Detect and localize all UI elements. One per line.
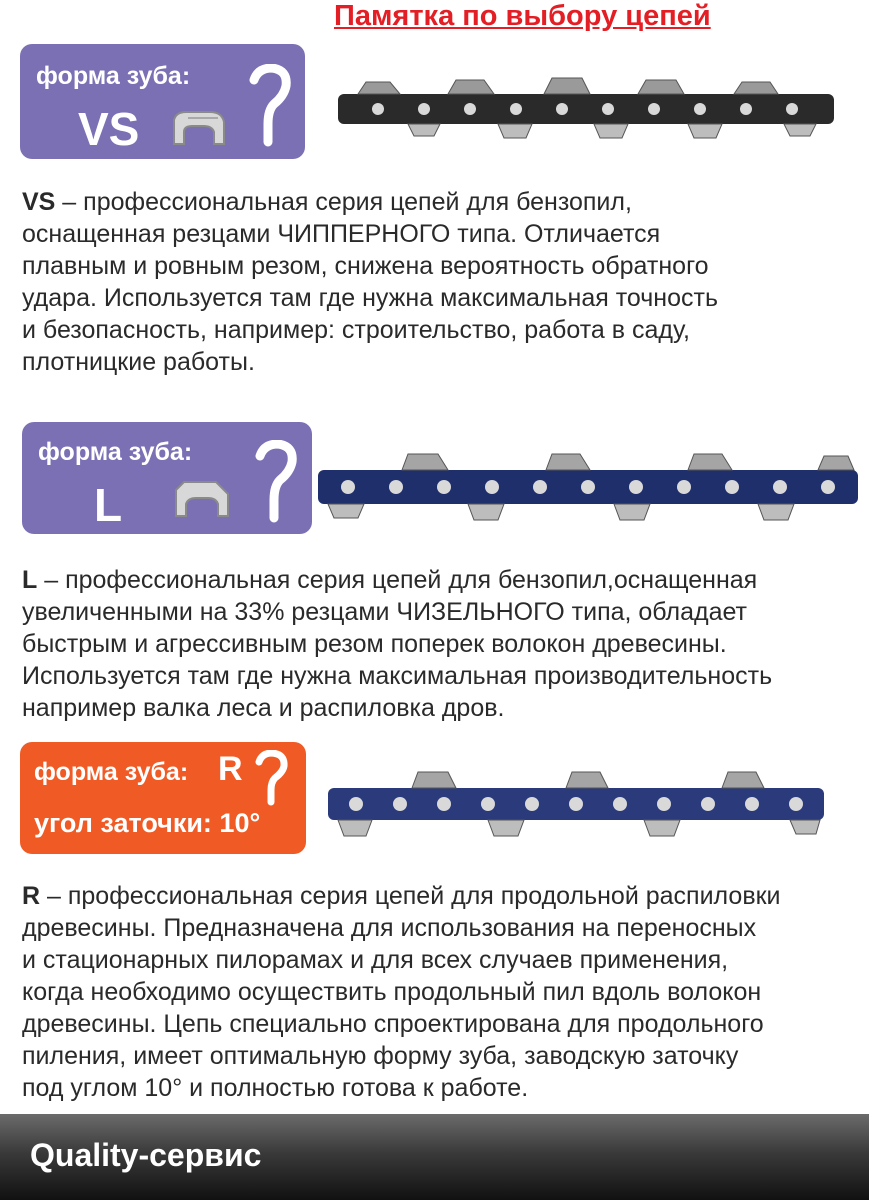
tooth-form-badge-l xyxy=(22,422,312,534)
description-line: плотницкие работы. xyxy=(22,348,255,376)
chain-image-l xyxy=(318,446,858,524)
question-mark-icon xyxy=(248,64,292,148)
description-lead: VS xyxy=(22,188,56,216)
description-r xyxy=(22,880,852,1104)
badge-label: форма зуба: xyxy=(36,62,191,90)
badge-code: L xyxy=(94,479,123,531)
description-line: удара. Используется там где нужна максимальная точность xyxy=(22,284,718,312)
description-line: быстрым и агрессивным резом поперек волокон древесины. xyxy=(22,630,727,658)
chain-image-vs xyxy=(338,72,834,142)
description-line: пиления, имеет оптимальную форму зуба, заводскую заточку xyxy=(22,1042,739,1070)
badge-label: форма зуба: xyxy=(38,438,193,466)
description-line: древесины. Предназначена для использования на переносных xyxy=(22,914,757,942)
badge-code: VS xyxy=(78,103,140,155)
description-line: плавным и ровным резом, снижена вероятность обратного xyxy=(22,252,709,280)
description-line: и стационарных пилорамах и для всех случаев применения, xyxy=(22,946,729,974)
description-line: под углом 10° и полностью готова к работе. xyxy=(22,1074,529,1102)
chisel-tooth-icon xyxy=(172,476,232,520)
description-line: увеличенными на 33% резцами ЧИЗЕЛЬНОГО типа, обладает xyxy=(22,598,748,626)
chipper-tooth-icon xyxy=(170,106,228,148)
description-vs xyxy=(22,186,852,378)
description-line: VS – профессиональная серия цепей для бензопил, xyxy=(22,188,632,216)
page-title: Памятка по выбору цепей xyxy=(334,0,711,32)
tooth-form-badge-vs xyxy=(20,44,305,159)
tooth-form-badge-r xyxy=(20,742,306,854)
description-line: когда необходимо осуществить продольный пил вдоль волокон xyxy=(22,978,762,1006)
footer-brand: Quality-сервис xyxy=(30,1137,262,1173)
description-line: например валка леса и распиловка дров. xyxy=(22,694,505,722)
description-l xyxy=(22,564,852,724)
description-line: оснащенная резцами ЧИППЕРНОГО типа. Отличается xyxy=(22,220,661,248)
description-line: Используется там где нужна максимальная производительность xyxy=(22,662,773,690)
chain-image-r xyxy=(328,766,824,842)
question-mark-icon xyxy=(254,750,290,806)
description-line: древесины. Цепь специально спроектирована для продольного xyxy=(22,1010,764,1038)
badge-label: форма зуба: xyxy=(34,758,189,786)
description-lead: L xyxy=(22,566,38,594)
badge-code: R xyxy=(218,750,243,788)
description-line: и безопасность, например: строительство, работа в саду, xyxy=(22,316,690,344)
footer-bar xyxy=(0,1114,869,1200)
question-mark-icon xyxy=(254,440,298,524)
sharpening-angle-label: угол заточки: 10° xyxy=(34,808,261,838)
description-lead: R xyxy=(22,882,41,910)
description-line: L – профессиональная серия цепей для бензопил,оснащенная xyxy=(22,566,758,594)
description-line: R – профессиональная серия цепей для продольной распиловки xyxy=(22,882,781,910)
